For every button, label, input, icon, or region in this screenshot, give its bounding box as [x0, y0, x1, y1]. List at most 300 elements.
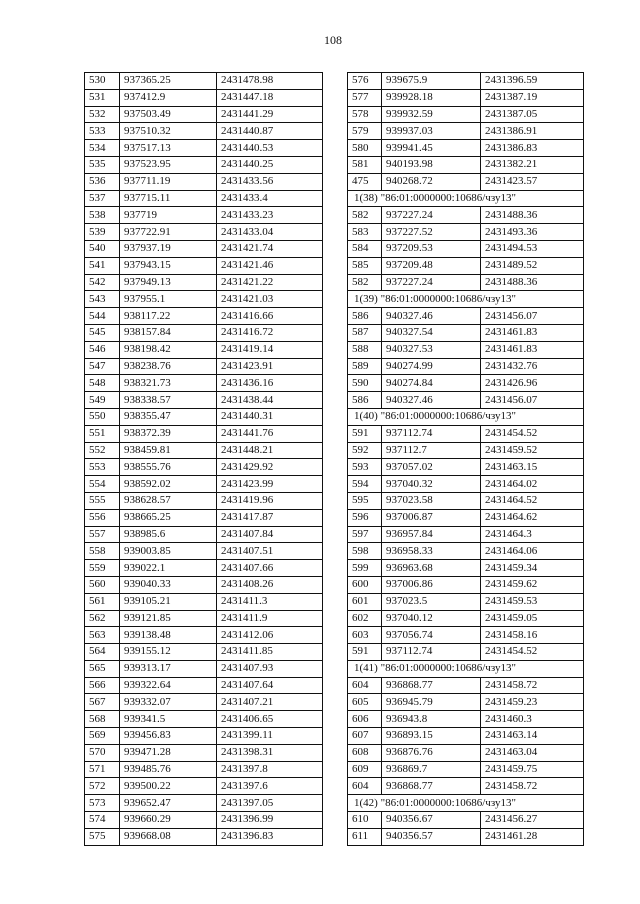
y-coordinate-cell: 2431461.83: [481, 341, 584, 358]
table-row: [348, 543, 584, 560]
y-coordinate-cell: 2431408.26: [217, 576, 323, 593]
y-coordinate-cell: 2431459.34: [481, 560, 584, 577]
y-coordinate-cell: 2431459.23: [481, 694, 584, 711]
y-coordinate-cell: 2431421.46: [217, 257, 323, 274]
x-coordinate-cell: 940327.46: [382, 308, 481, 325]
x-coordinate-cell: 939040.33: [120, 576, 217, 593]
table-row: [85, 341, 323, 358]
table-row: [348, 324, 584, 341]
point-number-cell: 604: [348, 778, 382, 795]
table-row: [85, 89, 323, 106]
y-coordinate-cell: 2431464.3: [481, 526, 584, 543]
x-coordinate-cell: 938665.25: [120, 509, 217, 526]
table-row: [85, 442, 323, 459]
x-coordinate-cell: 937227.52: [382, 224, 481, 241]
x-coordinate-cell: 940274.84: [382, 375, 481, 392]
table-row: [85, 140, 323, 157]
table-row: [85, 711, 323, 728]
x-coordinate-cell: 939660.29: [120, 812, 217, 829]
table-row: [85, 224, 323, 241]
x-coordinate-cell: 938157.84: [120, 324, 217, 341]
y-coordinate-cell: 2431458.72: [481, 778, 584, 795]
table-row: [85, 324, 323, 341]
point-number-cell: 575: [85, 828, 120, 845]
x-coordinate-cell: 937227.24: [382, 274, 481, 291]
x-coordinate-cell: 938338.57: [120, 392, 217, 409]
point-number-cell: 555: [85, 492, 120, 509]
point-number-cell: 551: [85, 425, 120, 442]
point-number-cell: 598: [348, 543, 382, 560]
x-coordinate-cell: 939471.28: [120, 744, 217, 761]
point-number-cell: 534: [85, 140, 120, 157]
point-number-cell: 584: [348, 240, 382, 257]
table-row: [85, 593, 323, 610]
x-coordinate-cell: 936945.79: [382, 694, 481, 711]
y-coordinate-cell: 2431407.66: [217, 560, 323, 577]
table-row: [348, 459, 584, 476]
table-row: [348, 778, 584, 795]
point-number-cell: 586: [348, 392, 382, 409]
y-coordinate-cell: 2431464.06: [481, 543, 584, 560]
x-coordinate-cell: 939138.48: [120, 627, 217, 644]
x-coordinate-cell: 939341.5: [120, 711, 217, 728]
x-coordinate-cell: 937112.7: [382, 442, 481, 459]
parcel-header-cell: 1(42) "86:01:0000000:10686/чзу13": [348, 795, 584, 812]
table-row: [348, 123, 584, 140]
point-number-cell: 533: [85, 123, 120, 140]
table-row: [348, 341, 584, 358]
y-coordinate-cell: 2431459.53: [481, 593, 584, 610]
x-coordinate-cell: 936868.77: [382, 677, 481, 694]
x-coordinate-cell: 937057.02: [382, 459, 481, 476]
point-number-cell: 559: [85, 560, 120, 577]
point-number-cell: 532: [85, 106, 120, 123]
x-coordinate-cell: 937040.12: [382, 610, 481, 627]
point-number-cell: 564: [85, 644, 120, 661]
parcel-header-row: [348, 291, 584, 308]
table-row: [348, 761, 584, 778]
table-row: [348, 476, 584, 493]
point-number-cell: 591: [348, 644, 382, 661]
page-number: 108: [324, 33, 342, 47]
table-row: [348, 509, 584, 526]
y-coordinate-cell: 2431382.21: [481, 156, 584, 173]
y-coordinate-cell: 2431441.29: [217, 106, 323, 123]
parcel-header-cell: 1(38) "86:01:0000000:10686/чзу13": [348, 190, 584, 207]
y-coordinate-cell: 2431478.98: [217, 73, 323, 90]
table-row: [348, 593, 584, 610]
y-coordinate-cell: 2431397.05: [217, 795, 323, 812]
point-number-cell: 602: [348, 610, 382, 627]
point-number-cell: 548: [85, 375, 120, 392]
table-row: [348, 560, 584, 577]
x-coordinate-cell: 939675.9: [382, 73, 481, 90]
point-number-cell: 531: [85, 89, 120, 106]
point-number-cell: 607: [348, 728, 382, 745]
point-number-cell: 606: [348, 711, 382, 728]
x-coordinate-cell: 937715.11: [120, 190, 217, 207]
point-number-cell: 549: [85, 392, 120, 409]
point-number-cell: 595: [348, 492, 382, 509]
y-coordinate-cell: 2431419.96: [217, 492, 323, 509]
x-coordinate-cell: 939937.03: [382, 123, 481, 140]
table-row: [348, 106, 584, 123]
table-row: [348, 576, 584, 593]
y-coordinate-cell: 2431454.52: [481, 644, 584, 661]
table-row: [85, 627, 323, 644]
parcel-header-row: [348, 408, 584, 425]
y-coordinate-cell: 2431441.76: [217, 425, 323, 442]
point-number-cell: 583: [348, 224, 382, 241]
table-row: [348, 173, 584, 190]
point-number-cell: 579: [348, 123, 382, 140]
point-number-cell: 588: [348, 341, 382, 358]
table-row: [85, 576, 323, 593]
point-number-cell: 562: [85, 610, 120, 627]
y-coordinate-cell: 2431407.93: [217, 660, 323, 677]
x-coordinate-cell: 940268.72: [382, 173, 481, 190]
table-row: [85, 190, 323, 207]
point-number-cell: 581: [348, 156, 382, 173]
y-coordinate-cell: 2431440.87: [217, 123, 323, 140]
y-coordinate-cell: 2431459.05: [481, 610, 584, 627]
y-coordinate-cell: 2431461.28: [481, 828, 584, 845]
y-coordinate-cell: 2431398.31: [217, 744, 323, 761]
y-coordinate-cell: 2431433.4: [217, 190, 323, 207]
x-coordinate-cell: 937711.19: [120, 173, 217, 190]
point-number-cell: 553: [85, 459, 120, 476]
x-coordinate-cell: 939941.45: [382, 140, 481, 157]
table-row: [85, 375, 323, 392]
x-coordinate-cell: 939668.08: [120, 828, 217, 845]
point-number-cell: 536: [85, 173, 120, 190]
table-row: [85, 526, 323, 543]
point-number-cell: 552: [85, 442, 120, 459]
point-number-cell: 547: [85, 358, 120, 375]
y-coordinate-cell: 2431411.9: [217, 610, 323, 627]
table-row: [348, 73, 584, 90]
table-body: [348, 73, 584, 846]
x-coordinate-cell: 937937.19: [120, 240, 217, 257]
x-coordinate-cell: 939022.1: [120, 560, 217, 577]
table-row: [348, 627, 584, 644]
x-coordinate-cell: 940356.57: [382, 828, 481, 845]
table-row: [85, 291, 323, 308]
table-row: [348, 156, 584, 173]
x-coordinate-cell: 938459.81: [120, 442, 217, 459]
y-coordinate-cell: 2431387.05: [481, 106, 584, 123]
table-row: [348, 392, 584, 409]
table-row: [348, 308, 584, 325]
point-number-cell: 603: [348, 627, 382, 644]
table-row: [85, 257, 323, 274]
y-coordinate-cell: 2431440.25: [217, 156, 323, 173]
x-coordinate-cell: 936963.68: [382, 560, 481, 577]
table-row: [348, 677, 584, 694]
point-number-cell: 591: [348, 425, 382, 442]
y-coordinate-cell: 2431464.62: [481, 509, 584, 526]
table-row: [85, 173, 323, 190]
point-number-cell: 577: [348, 89, 382, 106]
parcel-header-row: [348, 190, 584, 207]
x-coordinate-cell: 937523.95: [120, 156, 217, 173]
y-coordinate-cell: 2431412.06: [217, 627, 323, 644]
point-number-cell: 561: [85, 593, 120, 610]
x-coordinate-cell: 936943.8: [382, 711, 481, 728]
y-coordinate-cell: 2431456.07: [481, 308, 584, 325]
x-coordinate-cell: 938321.73: [120, 375, 217, 392]
parcel-header-cell: 1(39) "86:01:0000000:10686/чзу13": [348, 291, 584, 308]
point-number-cell: 597: [348, 526, 382, 543]
point-number-cell: 573: [85, 795, 120, 812]
y-coordinate-cell: 2431448.21: [217, 442, 323, 459]
table-row: [85, 660, 323, 677]
point-number-cell: 545: [85, 324, 120, 341]
x-coordinate-cell: 938555.76: [120, 459, 217, 476]
y-coordinate-cell: 2431423.57: [481, 173, 584, 190]
x-coordinate-cell: 940327.46: [382, 392, 481, 409]
x-coordinate-cell: 939932.59: [382, 106, 481, 123]
x-coordinate-cell: 940193.98: [382, 156, 481, 173]
x-coordinate-cell: 939003.85: [120, 543, 217, 560]
x-coordinate-cell: 937412.9: [120, 89, 217, 106]
y-coordinate-cell: 2431463.14: [481, 728, 584, 745]
table-body: [85, 73, 323, 846]
y-coordinate-cell: 2431464.52: [481, 492, 584, 509]
x-coordinate-cell: 936869.7: [382, 761, 481, 778]
y-coordinate-cell: 2431489.52: [481, 257, 584, 274]
x-coordinate-cell: 938238.76: [120, 358, 217, 375]
y-coordinate-cell: 2431447.18: [217, 89, 323, 106]
x-coordinate-cell: 940327.54: [382, 324, 481, 341]
parcel-header-cell: 1(41) "86:01:0000000:10686/чзу13": [348, 660, 584, 677]
table-row: [348, 694, 584, 711]
x-coordinate-cell: 938117.22: [120, 308, 217, 325]
point-number-cell: 599: [348, 560, 382, 577]
point-number-cell: 542: [85, 274, 120, 291]
x-coordinate-cell: 937719: [120, 207, 217, 224]
table-row: [85, 610, 323, 627]
table-row: [348, 140, 584, 157]
table-row: [85, 274, 323, 291]
coordinates-table-right: [347, 72, 584, 846]
y-coordinate-cell: 2431463.15: [481, 459, 584, 476]
table-row: [348, 425, 584, 442]
y-coordinate-cell: 2431417.87: [217, 509, 323, 526]
table-row: [85, 828, 323, 845]
table-row: [348, 442, 584, 459]
point-number-cell: 585: [348, 257, 382, 274]
table-row: [85, 509, 323, 526]
x-coordinate-cell: 939322.64: [120, 677, 217, 694]
table-row: [348, 812, 584, 829]
x-coordinate-cell: 937503.49: [120, 106, 217, 123]
point-number-cell: 558: [85, 543, 120, 560]
x-coordinate-cell: 940356.67: [382, 812, 481, 829]
table-row: [348, 224, 584, 241]
table-row: [85, 677, 323, 694]
x-coordinate-cell: 937227.24: [382, 207, 481, 224]
point-number-cell: 557: [85, 526, 120, 543]
x-coordinate-cell: 939155.12: [120, 644, 217, 661]
y-coordinate-cell: 2431493.36: [481, 224, 584, 241]
x-coordinate-cell: 936893.15: [382, 728, 481, 745]
y-coordinate-cell: 2431456.07: [481, 392, 584, 409]
y-coordinate-cell: 2431459.75: [481, 761, 584, 778]
x-coordinate-cell: 937510.32: [120, 123, 217, 140]
x-coordinate-cell: 936957.84: [382, 526, 481, 543]
point-number-cell: 594: [348, 476, 382, 493]
point-number-cell: 569: [85, 728, 120, 745]
table-row: [348, 644, 584, 661]
x-coordinate-cell: 936868.77: [382, 778, 481, 795]
y-coordinate-cell: 2431416.66: [217, 308, 323, 325]
y-coordinate-cell: 2431494.53: [481, 240, 584, 257]
parcel-header-cell: 1(40) "86:01:0000000:10686/чзу13": [348, 408, 584, 425]
point-number-cell: 540: [85, 240, 120, 257]
y-coordinate-cell: 2431386.91: [481, 123, 584, 140]
table-row: [85, 358, 323, 375]
x-coordinate-cell: 939928.18: [382, 89, 481, 106]
point-number-cell: 546: [85, 341, 120, 358]
table-row: [85, 744, 323, 761]
y-coordinate-cell: 2431411.85: [217, 644, 323, 661]
point-number-cell: 587: [348, 324, 382, 341]
y-coordinate-cell: 2431440.53: [217, 140, 323, 157]
x-coordinate-cell: 939121.85: [120, 610, 217, 627]
table-row: [85, 795, 323, 812]
point-number-cell: 582: [348, 274, 382, 291]
table-row: [348, 274, 584, 291]
x-coordinate-cell: 938628.57: [120, 492, 217, 509]
table-row: [348, 375, 584, 392]
point-number-cell: 580: [348, 140, 382, 157]
table-row: [85, 728, 323, 745]
table-row: [348, 744, 584, 761]
table-row: [348, 89, 584, 106]
y-coordinate-cell: 2431488.36: [481, 274, 584, 291]
table-row: [85, 812, 323, 829]
y-coordinate-cell: 2431397.8: [217, 761, 323, 778]
table-row: [348, 257, 584, 274]
x-coordinate-cell: 937040.32: [382, 476, 481, 493]
table-row: [85, 408, 323, 425]
y-coordinate-cell: 2431458.16: [481, 627, 584, 644]
x-coordinate-cell: 937949.13: [120, 274, 217, 291]
table-row: [85, 644, 323, 661]
table-row: [348, 610, 584, 627]
x-coordinate-cell: 938592.02: [120, 476, 217, 493]
x-coordinate-cell: 937943.15: [120, 257, 217, 274]
table-row: [85, 778, 323, 795]
point-number-cell: 570: [85, 744, 120, 761]
point-number-cell: 566: [85, 677, 120, 694]
y-coordinate-cell: 2431433.04: [217, 224, 323, 241]
point-number-cell: 543: [85, 291, 120, 308]
x-coordinate-cell: 938355.47: [120, 408, 217, 425]
point-number-cell: 560: [85, 576, 120, 593]
table-row: [348, 728, 584, 745]
point-number-cell: 568: [85, 711, 120, 728]
x-coordinate-cell: 940274.99: [382, 358, 481, 375]
y-coordinate-cell: 2431458.72: [481, 677, 584, 694]
x-coordinate-cell: 939500.22: [120, 778, 217, 795]
x-coordinate-cell: 939332.07: [120, 694, 217, 711]
y-coordinate-cell: 2431411.3: [217, 593, 323, 610]
point-number-cell: 538: [85, 207, 120, 224]
x-coordinate-cell: 939652.47: [120, 795, 217, 812]
y-coordinate-cell: 2431429.92: [217, 459, 323, 476]
x-coordinate-cell: 938198.42: [120, 341, 217, 358]
x-coordinate-cell: 939105.21: [120, 593, 217, 610]
table-row: [85, 761, 323, 778]
table-row: [85, 543, 323, 560]
point-number-cell: 586: [348, 308, 382, 325]
table-row: [348, 207, 584, 224]
point-number-cell: 535: [85, 156, 120, 173]
table-row: [85, 308, 323, 325]
x-coordinate-cell: 937006.86: [382, 576, 481, 593]
point-number-cell: 544: [85, 308, 120, 325]
point-number-cell: 576: [348, 73, 382, 90]
point-number-cell: 541: [85, 257, 120, 274]
y-coordinate-cell: 2431488.36: [481, 207, 584, 224]
table-row: [348, 828, 584, 845]
point-number-cell: 609: [348, 761, 382, 778]
y-coordinate-cell: 2431461.83: [481, 324, 584, 341]
table-row: [348, 526, 584, 543]
y-coordinate-cell: 2431432.76: [481, 358, 584, 375]
table-row: [85, 694, 323, 711]
y-coordinate-cell: 2431397.6: [217, 778, 323, 795]
y-coordinate-cell: 2431421.03: [217, 291, 323, 308]
point-number-cell: 556: [85, 509, 120, 526]
table-row: [85, 240, 323, 257]
x-coordinate-cell: 937722.91: [120, 224, 217, 241]
y-coordinate-cell: 2431396.83: [217, 828, 323, 845]
table-row: [85, 425, 323, 442]
y-coordinate-cell: 2431421.22: [217, 274, 323, 291]
y-coordinate-cell: 2431407.51: [217, 543, 323, 560]
table-row: [85, 459, 323, 476]
table-row: [85, 560, 323, 577]
y-coordinate-cell: 2431423.99: [217, 476, 323, 493]
table-row: [85, 207, 323, 224]
x-coordinate-cell: 938985.6: [120, 526, 217, 543]
point-number-cell: 590: [348, 375, 382, 392]
table-row: [348, 492, 584, 509]
x-coordinate-cell: 937209.53: [382, 240, 481, 257]
y-coordinate-cell: 2431407.64: [217, 677, 323, 694]
y-coordinate-cell: 2431464.02: [481, 476, 584, 493]
y-coordinate-cell: 2431426.96: [481, 375, 584, 392]
table-row: [85, 392, 323, 409]
x-coordinate-cell: 937023.5: [382, 593, 481, 610]
y-coordinate-cell: 2431407.21: [217, 694, 323, 711]
point-number-cell: 550: [85, 408, 120, 425]
y-coordinate-cell: 2431436.16: [217, 375, 323, 392]
x-coordinate-cell: 937023.58: [382, 492, 481, 509]
y-coordinate-cell: 2431433.23: [217, 207, 323, 224]
y-coordinate-cell: 2431419.14: [217, 341, 323, 358]
x-coordinate-cell: 940327.53: [382, 341, 481, 358]
y-coordinate-cell: 2431407.84: [217, 526, 323, 543]
point-number-cell: 611: [348, 828, 382, 845]
point-number-cell: 475: [348, 173, 382, 190]
y-coordinate-cell: 2431460.3: [481, 711, 584, 728]
x-coordinate-cell: 937006.87: [382, 509, 481, 526]
point-number-cell: 596: [348, 509, 382, 526]
